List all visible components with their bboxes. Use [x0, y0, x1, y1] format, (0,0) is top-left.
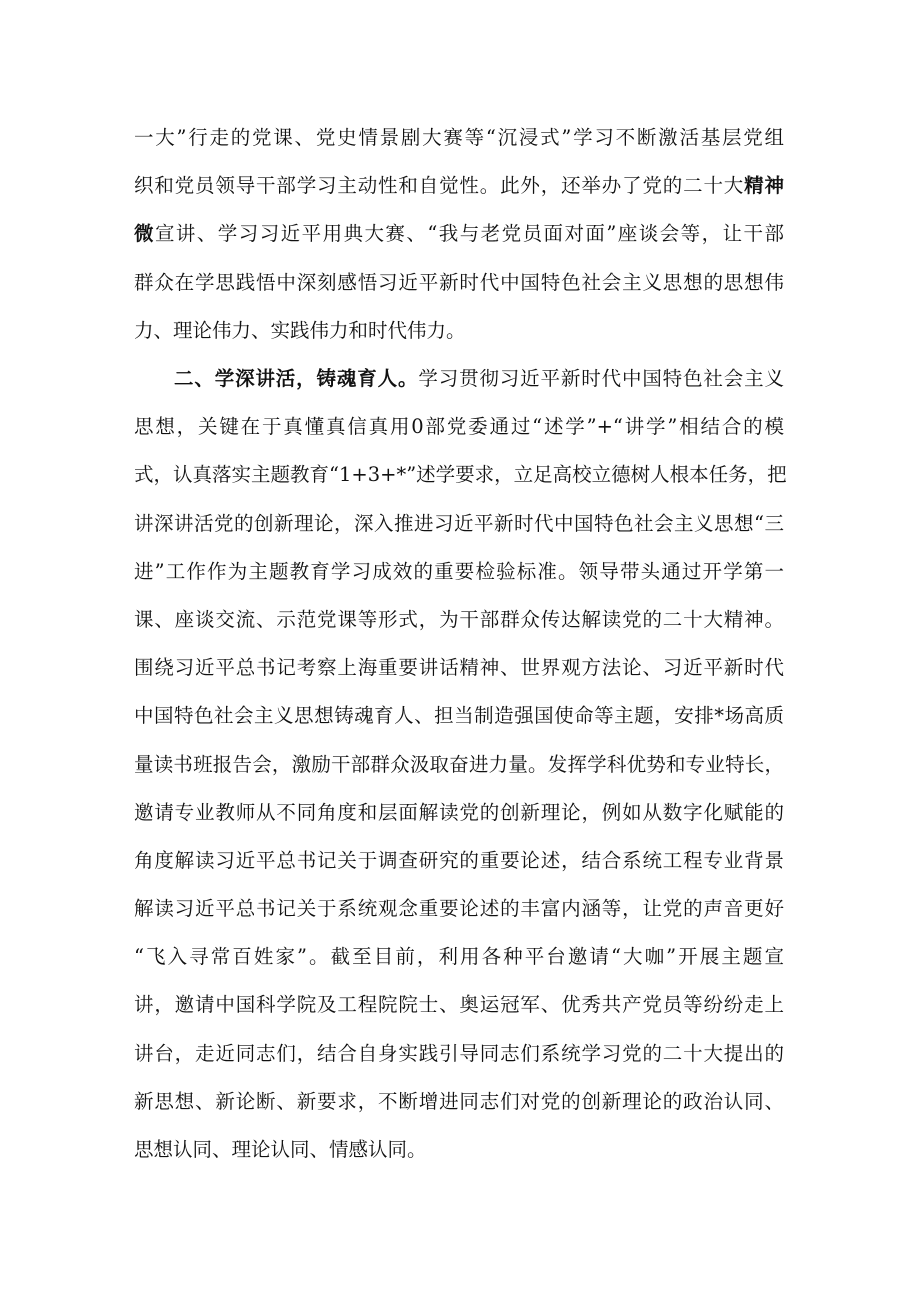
paragraph-line: 围绕习近平总书记考察上海重要讲话精神、世界观方法论、习近平新时代 [134, 656, 784, 680]
paragraph-1 [134, 114, 784, 355]
section-heading: 二、学深讲活，铸魂育人。 [174, 367, 419, 390]
line-text: 学习贯彻习近平新时代中国特色社会主义 [418, 367, 784, 390]
paragraph-line: “飞入寻常百姓家”。截至目前，利用各种平台邀请“大咖”开展主题宣 [134, 945, 784, 969]
paragraph-line: 讲深讲活党的创新理论，深入推进习近平新时代中国特色社会主义思想“三 [134, 511, 784, 535]
paragraph-line: 量读书班报告会，激励干部群众汲取奋进力量。发挥学科优势和专业特长， [134, 752, 784, 776]
paragraph-line [134, 210, 784, 258]
paragraph-line: 一大”行走的党课、党史情景剧大赛等“沉浸式”学习不断激活基层党组 [134, 126, 784, 149]
paragraph-line: 式，认真落实主题教育“1+3+*”述学要求，立足高校立德树人根本任务，把 [134, 463, 787, 487]
line-text: 织和党员领导干部学习主动性和自觉性。此外，还举办了党的二十大 [134, 174, 745, 198]
paragraph-line: 思想认同、理论认同、情感认同。 [134, 1138, 427, 1161]
paragraph-line: 角度解读习近平总书记关于调查研究的重要论述，结合系统工程专业背景 [134, 848, 784, 872]
paragraph-line: 课、座谈交流、示范党课等形式，为干部群众传达解读党的二十大精神。 [134, 607, 784, 631]
bold-text: 精神 [744, 174, 784, 198]
paragraph-line [134, 162, 784, 210]
paragraph-line: 讲台，走近同志们，结合自身实践引导同志们系统学习党的二十大提出的 [134, 1041, 784, 1065]
paragraph-first-line [134, 355, 784, 403]
line-text: 宣讲、学习习近平用典大赛、“我与老党员面对面”座谈会等，让干部 [154, 222, 784, 246]
paragraph-2 [134, 355, 787, 1174]
paragraph-line: 中国特色社会主义思想铸魂育人、担当制造强国使命等主题，安排*场高质 [134, 704, 784, 728]
paragraph-line: 进”工作作为主题教育学习成效的重要检验标准。领导带头通过开学第一 [134, 559, 784, 583]
paragraph-line: 新思想、新论断、新要求，不断增进同志们对党的创新理论的政治认同、 [134, 1089, 784, 1113]
paragraph-line: 讲，邀请中国科学院及工程院院士、奥运冠军、优秀共产党员等纷纷走上 [134, 993, 784, 1017]
paragraph-line: 邀请专业教师从不同角度和层面解读党的创新理论，例如从数字化赋能的 [134, 800, 784, 824]
paragraph-line: 思想，关键在于真懂真信真用0部党委通过“述学”+“讲学”相结合的模 [134, 415, 784, 439]
paragraph-line: 力、理论伟力、实践伟力和时代伟力。 [134, 318, 466, 342]
paragraph-line: 解读习近平总书记关于系统观念重要论述的丰富内涵等，让党的声音更好 [134, 897, 784, 921]
paragraph-line: 群众在学思践悟中深刻感悟习近平新时代中国特色社会主义思想的思想伟 [134, 270, 784, 294]
bold-text: 微 [134, 222, 155, 246]
